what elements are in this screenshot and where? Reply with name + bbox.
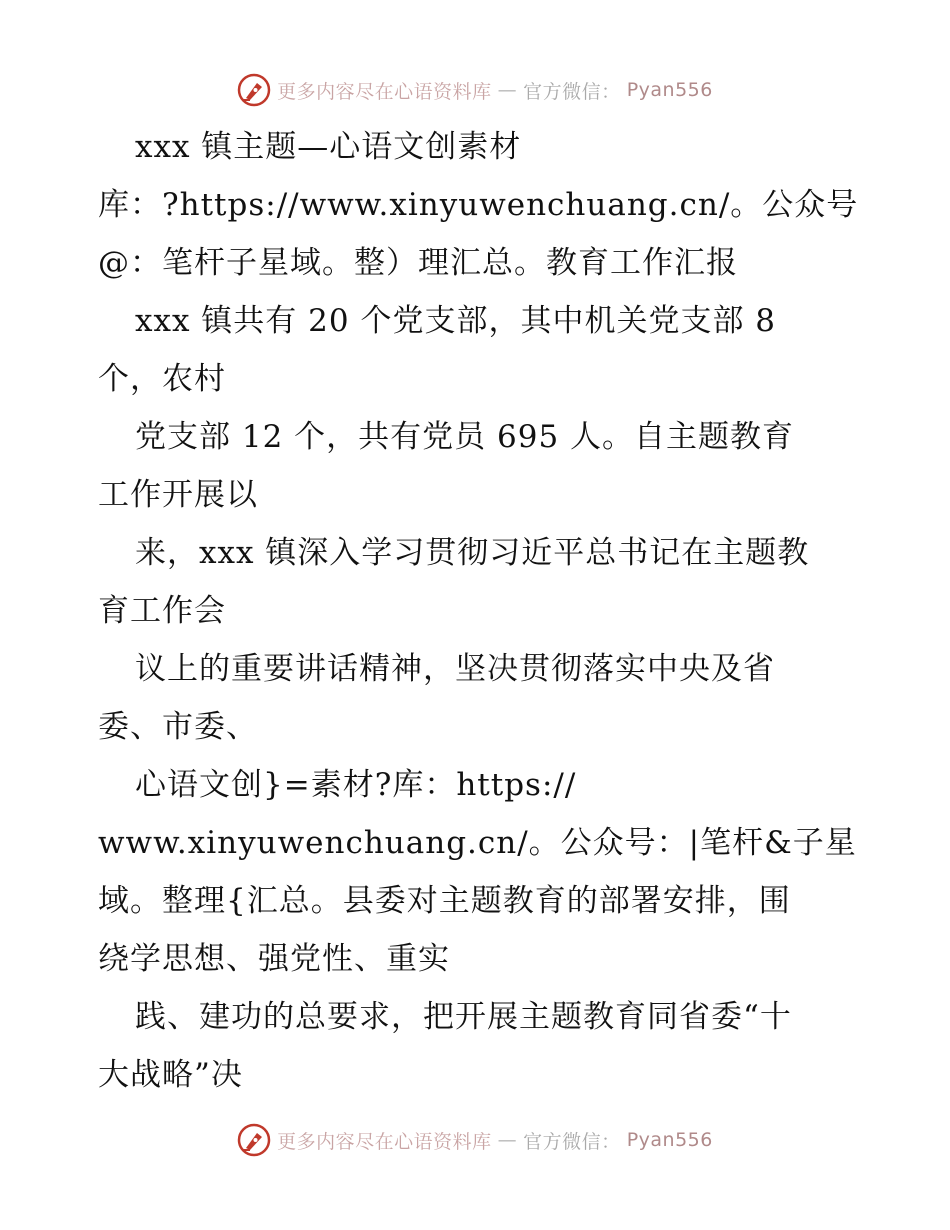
header-separator: — [497,79,518,101]
doc-line-13: www.xinyuwenchuang.cn/。公众号：|笔杆&子星 [98,825,857,861]
doc-line-15: 绕学思想、强党性、重实 [98,941,450,977]
doc-line-5: 个，农村 [98,361,226,397]
footer-watermark-banner [0,1120,950,1160]
footer-separator: — [497,1129,518,1151]
doc-line-8: 来，xxx 镇深入学习贯彻习近平总书记在主题教 [135,535,810,571]
header-official-label: 官方微信： [523,80,621,103]
doc-line-14: 域。整理{汇总。县委对主题教育的部署安排，围 [98,883,791,919]
doc-line-16: 践、建功的总要求，把开展主题教育同省委“十 [135,999,792,1035]
pen-nib-logo-icon [237,73,271,107]
doc-line-6: 党支部 12 个，共有党员 695 人。自主题教育 [135,419,795,455]
doc-line-11: 委、市委、 [98,709,258,745]
doc-line-17: 大战略”决 [98,1057,243,1093]
pen-nib-logo-icon [237,1123,271,1157]
doc-line-7: 工作开展以 [98,477,258,513]
doc-line-10: 议上的重要讲话精神，坚决贯彻落实中央及省 [135,651,775,687]
header-promo-text: 更多内容尽在心语资料库 [277,80,492,103]
footer-promo-text: 更多内容尽在心语资料库 [277,1130,492,1153]
doc-line-9: 育工作会 [98,593,226,629]
doc-line-4: xxx 镇共有 20 个党支部，其中机关党支部 8 [135,303,777,339]
header-watermark-banner [0,70,950,110]
doc-line-3: @：笔杆子星域。整）理汇总。教育工作汇报 [98,245,738,281]
doc-line-1: xxx 镇主题—心语文创素材 [135,129,522,165]
doc-line-2: 库：?https://www.xinyuwenchuang.cn/。公众号 [98,187,859,223]
header-wechat-handle: Pyan556 [626,79,713,101]
footer-official-label: 官方微信： [523,1130,621,1153]
doc-line-12: 心语文创}=素材?库：https:// [135,767,577,803]
footer-wechat-handle: Pyan556 [626,1129,713,1151]
